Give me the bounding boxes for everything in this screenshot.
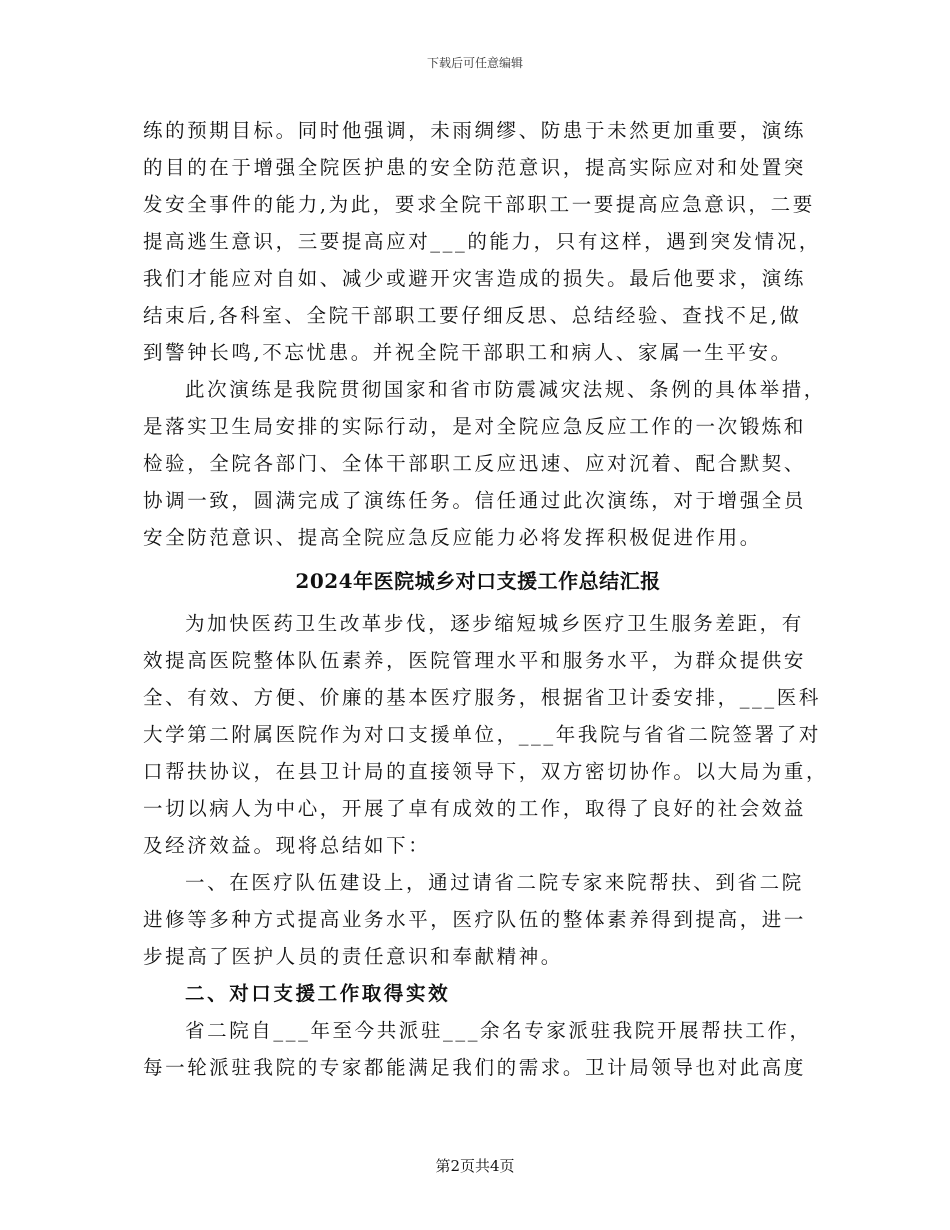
section-title: 2024年医院城乡对口支援工作总结汇报 [295,569,661,593]
paragraph-line: 安全防范意识、提高全院应急反应能力必将发挥积极促进作用。 [143,526,762,549]
paragraph-line: 效提高医院整体队伍素养，医院管理水平和服务水平，为群众提供安 [143,649,807,672]
paragraph-line: 为加快医药卫生改革步伐，逐步缩短城乡医疗卫生服务差距，有 [185,612,804,635]
paragraph-line: 每一轮派驻我院的专家都能满足我们的需求。卫计局领导也对此高度 [143,1056,807,1079]
paragraph-line: 到警钟长鸣,不忘忧患。并祝全院干部职工和病人、家属一生平安。 [143,341,793,364]
paragraph-line: 提高逃生意识，三要提高应对___的能力，只有这样，遇到突发情况， [143,230,821,253]
paragraph-line: 的目的在于增强全院医护患的安全防范意识，提高实际应对和处置突 [143,156,807,179]
paragraph-line: 步提高了医护人员的责任意识和奉献精神。 [143,945,563,968]
paragraph-line: 发安全事件的能力,为此，要求全院干部职工一要提高应急意识，二要 [143,193,815,216]
paragraph-line: 我们才能应对自如、减少或避开灾害造成的损失。最后他要求，演练 [143,267,807,290]
paragraph-line: 全、有效、方便、价廉的基本医疗服务，根据省卫计委安排，___医科 [143,686,821,709]
paragraph-line: 一、在医疗队伍建设上，通过请省二院专家来院帮扶、到省二院 [185,871,804,894]
header-note: 下载后可任意编辑 [426,56,523,70]
paragraph-line: 练的预期目标。同时他强调，未雨绸缪、防患于未然更加重要，演练 [143,119,807,142]
paragraph-line: 口帮扶协议，在县卫计局的直接领导下，双方密切协作。以大局为重， [143,760,829,783]
paragraph-line: 协调一致，圆满完成了演练任务。信任通过此次演练，对于增强全员 [143,489,807,512]
paragraph-line: 进修等多种方式提高业务水平，医疗队伍的整体素养得到提高，进一 [143,908,807,931]
paragraph-line: 是落实卫生局安排的实际行动，是对全院应急反应工作的一次锻炼和 [143,415,807,438]
paragraph-line: 及经济效益。现将总结如下： [143,834,431,857]
subsection-heading: 二、对口支援工作取得实效 [185,982,451,1005]
document-body [143,112,829,1086]
paragraph-line: 此次演练是我院贯彻国家和省市防震减灾法规、条例的具体举措， [185,378,826,401]
paragraph-line: 省二院自___年至今共派驻___余名专家派驻我院开展帮扶工作， [185,1019,812,1042]
paragraph-line: 结束后,各科室、全院干部职工要仔细反思、总结经验、查找不足,做 [143,304,802,327]
paragraph-line: 大学第二附属医院作为对口支援单位，___年我院与省省二院签署了对 [143,723,821,746]
paragraph-line: 一切以病人为中心，开展了卓有成效的工作，取得了良好的社会效益 [143,797,807,820]
paragraph-line: 检验，全院各部门、全体干部职工反应迅速、应对沉着、配合默契、 [143,452,807,475]
page-number: 第2页共4页 [435,1157,515,1175]
